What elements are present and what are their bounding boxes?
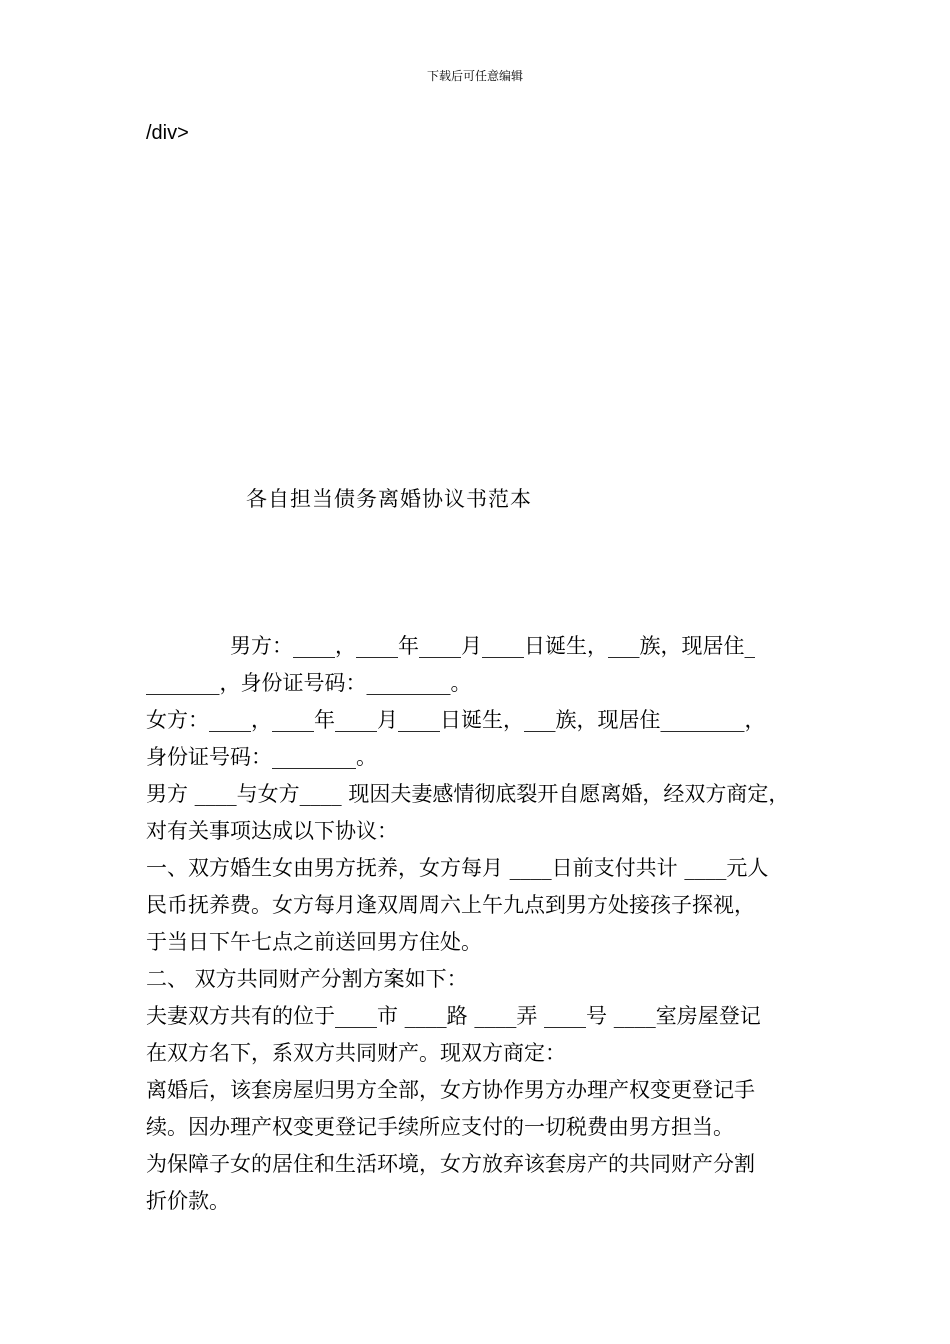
document-title: 各自担当债务离婚协议书范本 [246,487,532,511]
body-line: 女方：____，____年____月____日诞生，___族，现居住________， [146,708,766,732]
body-line: 身份证号码：________。 [146,745,377,769]
body-line: 二、 双方共同财产分割方案如下： [146,967,468,991]
body-line: 对有关事项达成以下协议： [146,819,398,843]
body-line: 在双方名下，系双方共同财产。现双方商定： [146,1041,566,1065]
body-line: 折价款。 [146,1189,230,1213]
stray-markup-text: /div> [146,122,189,144]
body-line: 离婚后，该套房屋归男方全部，女方协作男方办理产权变更登记手 [146,1078,755,1102]
header-note: 下载后可任意编辑 [426,69,523,83]
body-line: 为保障子女的居住和生活环境，女方放弃该套房产的共同财产分割 [146,1152,755,1176]
body-line: 一、双方婚生女由男方抚养，女方每月 ____日前支付共计 ____元人 [146,856,769,880]
body-line: 续。因办理产权变更登记手续所应支付的一切税费由男方担当。 [146,1115,734,1139]
body-line: 夫妻双方共有的位于____市 ____路 ____弄 ____号 ____室房屋登记 [146,1004,761,1028]
body-line: 男方：____，____年____月____日诞生，___族，现居住_ [146,634,755,658]
body-line: 于当日下午七点之前送回男方住处。 [146,930,482,954]
body-line: 民币抚养费。女方每月逢双周周六上午九点到男方处接孩子探视， [146,893,755,917]
body-line: _______，身份证号码：________。 [146,671,472,695]
body-line: 男方 ____与女方____ 现因夫妻感情彻底裂开自愿离婚，经双方商定， [146,782,790,806]
